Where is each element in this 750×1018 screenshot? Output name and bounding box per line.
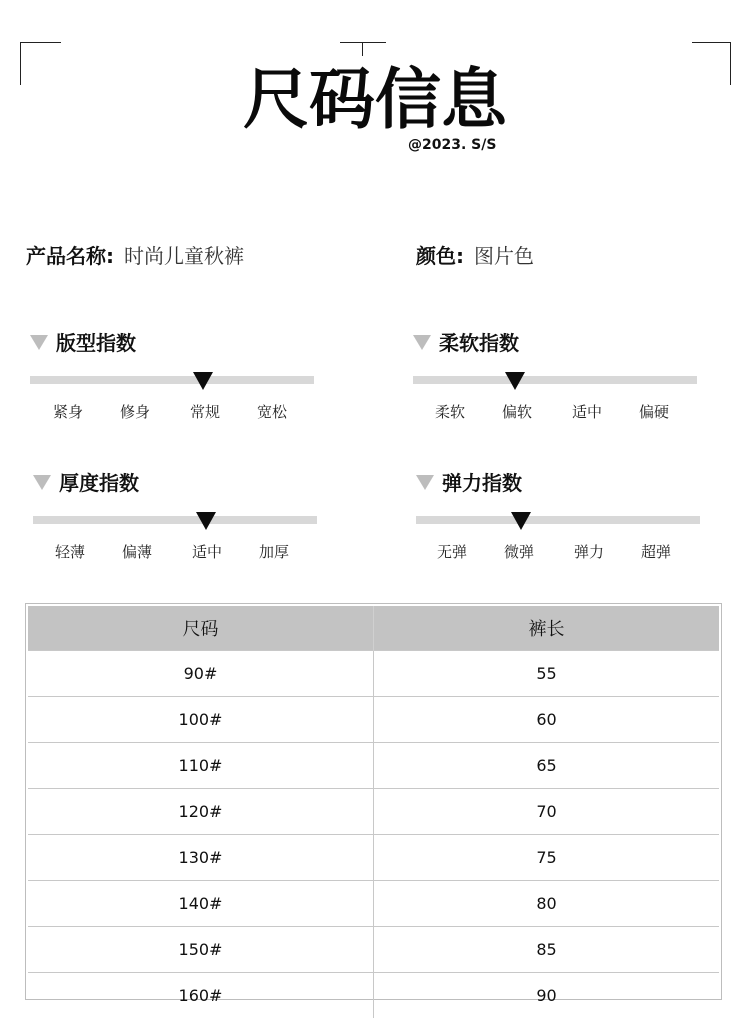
product-name-value: 时尚儿童秋裤 [124,244,244,268]
index-fit [30,330,330,440]
index-thickness [33,470,333,580]
triangle-down-icon [30,335,48,350]
index-options [33,542,333,564]
size-cell: 130# [28,835,374,881]
index-options [413,402,713,424]
index-option: 轻薄 [55,542,85,562]
product-color-value: 图片色 [474,244,534,268]
index-option: 超弹 [641,542,671,562]
size-cell: 160# [28,973,374,1018]
index-option: 加厚 [259,542,289,562]
table-row [28,651,719,697]
index-scale-bar [416,516,700,524]
page-subtitle: @2023. S/S [408,137,496,153]
index-option: 无弹 [437,542,467,562]
triangle-down-icon [33,475,51,490]
table-row [28,881,719,927]
index-option: 偏硬 [639,402,669,422]
index-marker-icon [196,512,216,530]
column-header-length: 裤长 [374,606,720,651]
product-color-label: 颜色: [416,244,464,268]
index-scale-bar [33,516,317,524]
triangle-down-icon [416,475,434,490]
index-title: 版型指数 [30,330,136,356]
length-cell: 75 [374,835,720,881]
product-name [26,243,244,269]
product-name-label: 产品名称: [26,244,114,268]
column-header-size: 尺码 [28,606,374,651]
triangle-down-icon [413,335,431,350]
index-option: 柔软 [435,402,465,422]
table-row [28,835,719,881]
index-title: 厚度指数 [33,470,139,496]
product-color [416,243,534,269]
corner-mark-top-middle-stem [362,42,363,56]
table-row [28,927,719,973]
size-cell: 100# [28,697,374,743]
index-scale-bar [413,376,697,384]
size-cell: 110# [28,743,374,789]
index-marker-icon [505,372,525,390]
index-options [416,542,716,564]
corner-mark-top-middle [340,42,386,43]
index-option: 紧身 [53,402,83,422]
table-row [28,973,719,1018]
index-title: 弹力指数 [416,470,522,496]
size-cell: 90# [28,651,374,697]
table-row [28,743,719,789]
index-options [30,402,330,424]
length-cell: 90 [374,973,720,1018]
length-cell: 65 [374,743,720,789]
table-header-row [28,606,719,651]
length-cell: 85 [374,927,720,973]
size-cell: 140# [28,881,374,927]
index-softness [413,330,713,440]
length-cell: 60 [374,697,720,743]
size-table [25,603,722,1000]
index-option: 常规 [190,402,220,422]
table-row [28,789,719,835]
index-option: 偏软 [502,402,532,422]
length-cell: 55 [374,651,720,697]
index-option: 适中 [192,542,222,562]
index-option: 弹力 [574,542,604,562]
page-title: 尺码信息 [0,60,750,140]
index-scale-bar [30,376,314,384]
index-option: 宽松 [257,402,287,422]
length-cell: 80 [374,881,720,927]
index-option: 适中 [572,402,602,422]
size-cell: 120# [28,789,374,835]
size-cell: 150# [28,927,374,973]
index-option: 微弹 [504,542,534,562]
table-row [28,697,719,743]
index-option: 偏薄 [122,542,152,562]
index-marker-icon [511,512,531,530]
index-title: 柔软指数 [413,330,519,356]
index-marker-icon [193,372,213,390]
length-cell: 70 [374,789,720,835]
index-elasticity [416,470,716,580]
index-option: 修身 [120,402,150,422]
